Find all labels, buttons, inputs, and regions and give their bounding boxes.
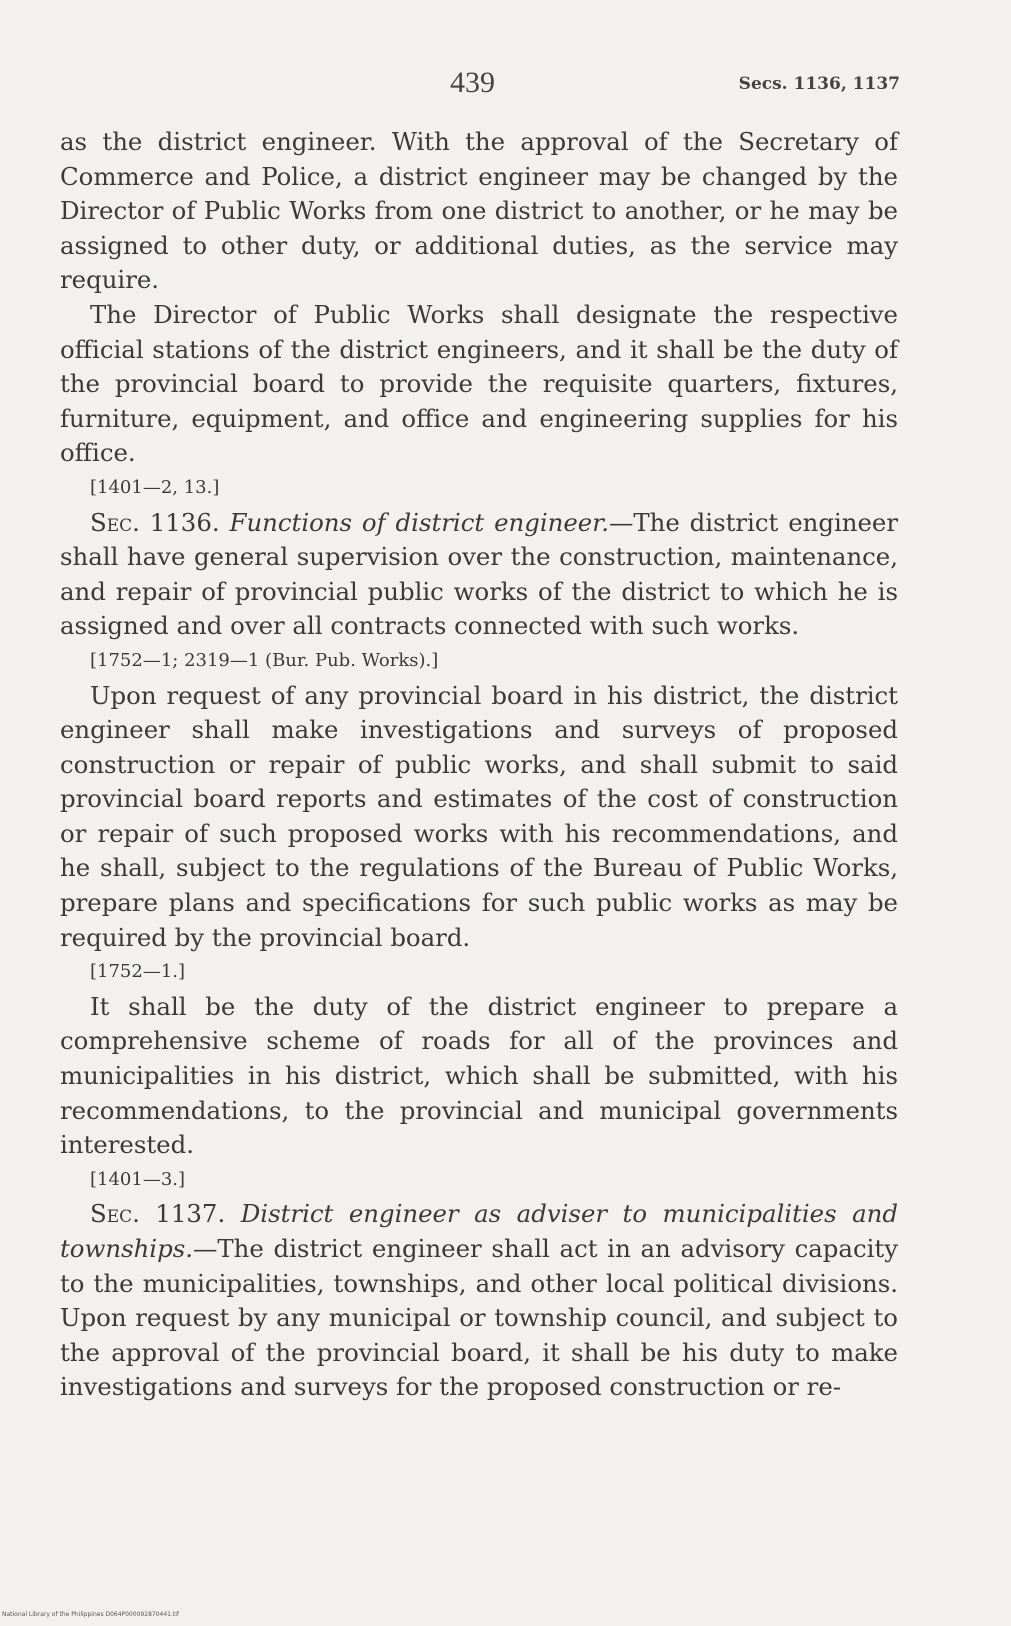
section-heading: District engineer as adviser to municipalities and townships. bbox=[60, 1199, 899, 1263]
section-label: Sec. 1137. bbox=[90, 1199, 226, 1229]
section-heading: Functions of district engineer. bbox=[229, 507, 609, 537]
paragraph: Upon request of any provincial board in his district, the district engineer shall make investigations and surveys of proposed construction or repair of public works, and shall submit to said provincial board reports and estimates of the cost of construction or repair of such proposed works with his recommendations, and he shall, subject to the regulations of the Bureau of Public Works, prepare plans and specifications for such public works as may be required by the provincial board. bbox=[60, 680, 898, 952]
section-text: —The district engineer shall have general supervision over the construction, maintenance, and repair of provincial public works of the district to which he is assigned and over all contracts connected with such works. bbox=[60, 507, 898, 641]
paragraph: The Director of Public Works shall designate the respective official stations of the district engineers, and it shall be the duty of the provincial board to provide the requisite quarters, fixtures, furniture, equipment, and office and engineering supplies for his office. bbox=[60, 299, 898, 468]
section-1136 bbox=[60, 506, 898, 644]
paragraph: It shall be the duty of the district engineer to prepare a comprehensive scheme of roads for all of the provinces and municipalities in his district, which shall be submitted, with his recommendations, to the provincial and municipal governments interested. bbox=[60, 991, 898, 1160]
citation: [1401—3.] bbox=[90, 1168, 186, 1190]
paragraph: as the district engineer. With the approval of the Secretary of Commerce and Police, a district engineer may be changed by the Director of Public Works from one district to another, or he may be assigned to other duty, or additional duties, as the service may require. bbox=[60, 127, 898, 295]
body-text bbox=[60, 125, 898, 1405]
page-number: 439 bbox=[450, 66, 495, 99]
citation: [1401—2, 13.] bbox=[90, 476, 220, 498]
running-head: Secs. 1136, 1137 bbox=[738, 74, 900, 94]
section-text: —The district engineer shall act in an advisory capacity to the municipalities, townships, and other local political divisions. Upon request by any municipal or township council, and subject to the approval of the provincial board, it shall be his duty to make investigations and surveys for the proposed construction or re- bbox=[60, 1234, 898, 1402]
citation: [1752—1.] bbox=[90, 961, 186, 983]
scan-footer: National Library of the Philippines D064P000092870441.tif bbox=[2, 1611, 180, 1618]
page-header bbox=[60, 66, 900, 106]
citation: [1752—1; 2319—1 (Bur. Pub. Works).] bbox=[90, 649, 439, 671]
section-1137 bbox=[60, 1197, 898, 1405]
section-label: Sec. 1136. bbox=[90, 507, 220, 537]
